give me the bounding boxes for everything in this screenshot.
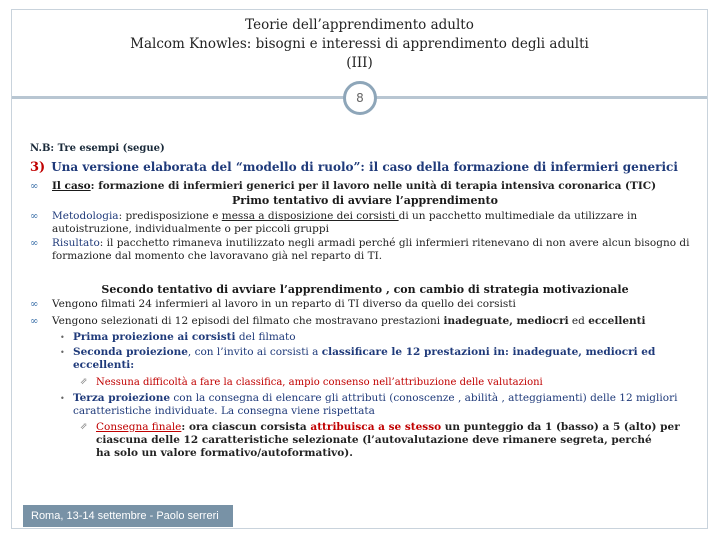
sub-bullet-icon: • [60, 348, 65, 357]
seconda-proiezione-text: , con l’invito ai corsisti a [187, 346, 322, 358]
terza-proiezione-line2: caratteristiche individuate. La consegna viene rispettata [73, 405, 375, 417]
metodologia-label: Metodologia [52, 210, 119, 222]
caso-text: : formazione di infermieri generici per il lavoro nelle unità di terapia intensiva coronarica (TIC) [90, 180, 657, 192]
bullet-icon: ∞ [30, 238, 39, 249]
bullet-icon: ∞ [30, 299, 39, 310]
header-title-line2: Malcom Knowles: bisogni e interessi di apprendimento degli adulti [130, 36, 589, 52]
risultato-text: : il pacchetto rimaneva inutilizzato negli armadi perché gli infermieri ritenevano di non avere alcun bisogno di [99, 237, 690, 249]
bullet-metodologia [52, 210, 702, 236]
item-nessuna-difficolta [96, 376, 706, 389]
item-prima-proiezione [73, 331, 703, 344]
item-seconda-proiezione [73, 346, 703, 372]
sub-bullet-icon: • [60, 333, 65, 342]
seconda-proiezione-bold2: classificare le 12 prestazioni in: inadeguate, mediocri ed [321, 346, 656, 358]
caso-label: Il caso [52, 180, 91, 192]
nessuna-difficolta-text: Nessuna difficoltà a fare la classifica, ampio consenso nell’attribuzione delle valutazioni [96, 377, 543, 388]
selezionati-bold: inadeguate, mediocri [443, 315, 569, 327]
prima-proiezione-bold: Prima proiezione ai corsisti [73, 331, 236, 343]
section-title: Una versione elaborata del “modello di ruolo”: il caso della formazione di infermieri generici [51, 160, 678, 174]
seconda-proiezione-line2: eccellenti: [73, 359, 135, 371]
consegna-finale-label: Consegna finale [96, 421, 182, 433]
header-title-line3: (III) [346, 55, 373, 71]
item-selezionati [52, 315, 702, 328]
consegna-finale-text: : ora ciascun corsista [181, 421, 311, 433]
footer-bar: Roma, 13-14 settembre - Paolo serreri [23, 505, 233, 527]
metodologia-text-line2: autoistruzione, individualmente o per piccoli gruppi [52, 223, 329, 235]
metodologia-text: : predisposizione e [118, 210, 222, 222]
arrow-bullet-icon: ⇗ [80, 422, 88, 432]
selezionati-eccellenti: eccellenti [588, 315, 646, 327]
section-number: 3) [30, 160, 46, 175]
metodologia-underlined: messa a disposizione dei corsisti [221, 210, 399, 222]
consegna-finale-text-b: un punteggio da 1 (basso) a 5 (alto) per [441, 421, 680, 433]
terza-proiezione-bold: Terza proiezione [73, 392, 171, 404]
bullet-icon: ∞ [30, 181, 39, 192]
item-terza-proiezione [73, 392, 708, 418]
seconda-proiezione-bold: Seconda proiezione [73, 346, 188, 358]
arrow-bullet-icon: ⇗ [80, 377, 88, 387]
metodologia-text-end: di un pacchetto multimediale da utilizzare in [398, 210, 638, 222]
header-title-line1: Teorie dell’apprendimento adulto [245, 17, 474, 33]
primo-tentativo-heading: Primo tentativo di avviare l’apprendimento [232, 194, 498, 207]
selezionati-text: Vengono selezionati di 12 episodi del filmato che mostravano prestazioni [52, 315, 444, 327]
section-heading [30, 160, 678, 175]
consegna-finale-line3: ha solo un valore formativo/autoformativo). [96, 447, 353, 459]
bullet-icon: ∞ [30, 211, 39, 222]
prima-proiezione-text: del filmato [235, 331, 296, 343]
bullet-risultato [52, 237, 702, 263]
item-consegna-finale [96, 421, 708, 460]
nb-heading: N.B: Tre esempi (segue) [30, 143, 165, 154]
sub-bullet-icon: • [60, 394, 65, 403]
terza-proiezione-text: con la consegna di elencare gli attributi (conoscenze , abilità , atteggiamenti) delle 12 migliori [170, 392, 678, 404]
item-filmati: Vengono filmati 24 infermieri al lavoro in un reparto di TI diverso da quello dei corsisti [52, 298, 516, 310]
bullet-icon: ∞ [30, 316, 39, 327]
consegna-finale-red: attribuisca a se stesso [310, 421, 442, 433]
selezionati-and: ed [568, 315, 589, 327]
risultato-text-line2: formazione dal momento che lavoravano già nel reparto di TI. [52, 250, 383, 262]
slide-number-badge: 8 [343, 81, 377, 115]
risultato-label: Risultato [52, 237, 100, 249]
bullet-caso [52, 180, 702, 193]
consegna-finale-line2: ciascuna delle 12 caratteristiche selezionate (l’autovalutazione deve rimanere segreta, perché [96, 434, 652, 446]
secondo-tentativo-heading: Secondo tentativo di avviare l’apprendimento , con cambio di strategia motivazionale [101, 283, 629, 296]
